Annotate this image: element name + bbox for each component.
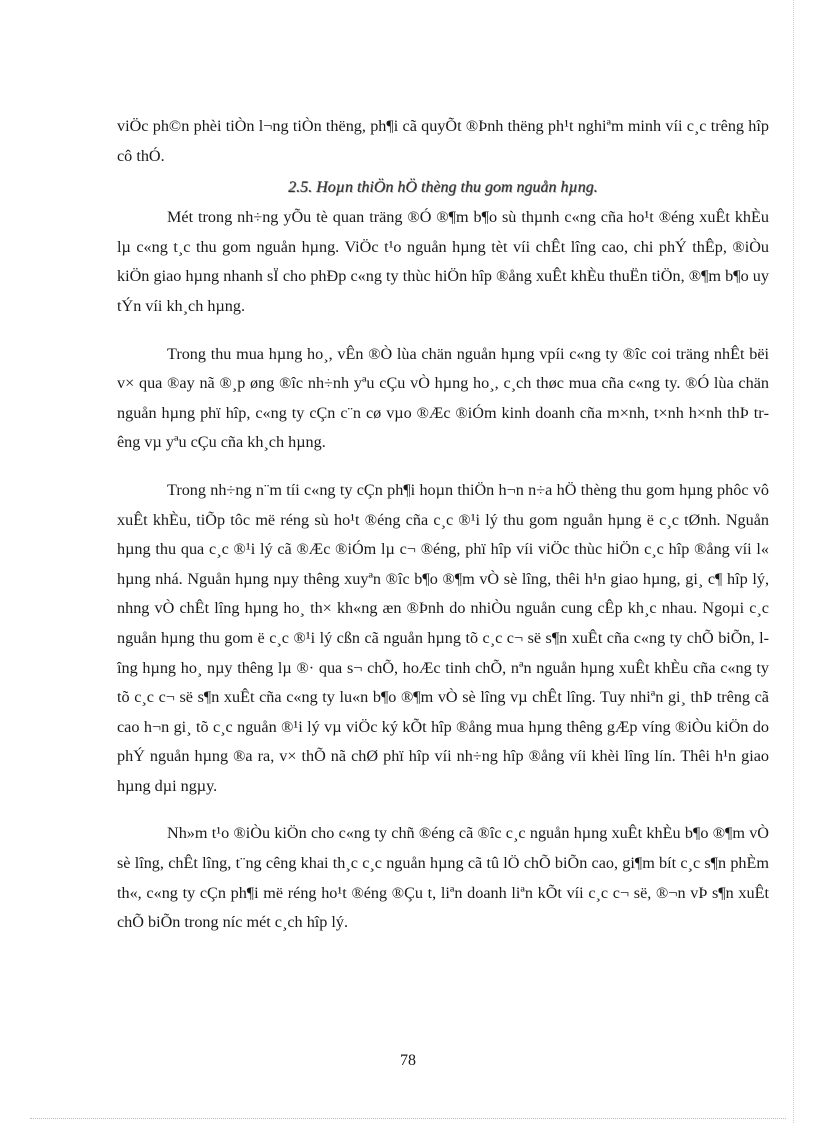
paragraph-3: Trong nh÷ng n¨m tíi c«ng ty cÇn ph¶i hoµn thiÖn h¬n n÷a hÖ thèng thu gom hµng phôc vô xuÊt khÈu, tiÕp tôc më réng sù ho¹t ®éng cña c¸c ®¹i lý thu gom nguån hµng ë c¸c tØnh. Nguån hµng thu qua c¸c ®¹i lý cã ®Æc ®iÓm lµ c¬ ®éng, phï hîp víi viÖc thùc hiÖn c¸c hîp ®ång víi l« hµng nhá. Nguån hµng nµy thêng xuyªn ®îc b¶o ®¶m vÒ sè lîng, thêi h¹n giao hµng, gi¸ c¶ hîp lý, nhng vÒ chÊt lîng hµng ho¸ th× kh«ng æn ®Þnh do nhiÒu nguån cung cÊp kh¸c nhau. Ngoµi c¸c nguån hµng thu gom ë c¸c ®¹i lý cßn cã nguån hµng tõ c¸c c¬ së s¶n xuÊt cña c«ng ty chÕ biÕn, lîng hµng ho¸ nµy thêng lµ ®· qua s¬ chÕ, hoÆc tinh chÕ, nªn nguån hµng xuÊt khÈu cña c«ng ty tõ c¸c c¬ së s¶n xuÊt cña c«ng ty lu«n b¶o ®¶m vÒ sè lîng vµ chÊt lîng. Tuy nhiªn gi¸ thÞ trêng cã cao h¬n gi¸ tõ c¸c nguån ®¹i lý vµ viÖc ký kÕt hîp ®ång mua hµng thêng gÆp víng ®iÒu kiÖn do phÝ nguån hµng ®a ra, v× thÕ nã chØ phï hîp víi nh÷ng hîp ®ång víi khèi lîng lín. Thêi h¹n giao hµng dµi ngµy. [117, 480, 769, 795]
intro-paragraph: viÖc ph©n phèi tiÒn l¬ng tiÒn thëng, ph¶i cã quyÕt ®Þnh thëng ph¹t nghiªm minh víi c¸c trêng hîp cô thÓ. [117, 117, 769, 165]
page-number: 78 [400, 1052, 416, 1069]
page-body [117, 112, 769, 938]
page-bottom-rule [30, 1118, 786, 1119]
section-heading: 2.5. Hoµn thiÖn hÖ thèng thu gom nguån hµng. [288, 179, 598, 197]
page-edge-rule [793, 0, 794, 1123]
paragraph-2: Trong thu mua hµng ho¸, vÊn ®Ò lùa chän nguån hµng vpíi c«ng ty ®îc coi träng nhÊt bëi v× qua ®ay nã ®¸p øng ®îc nh÷nh yªu cÇu vÒ hµng ho¸, c¸ch thøc mua cña c«ng ty. ®Ó lùa chän nguån hµng phï hîp, c«ng ty cÇn c¨n cø vµo ®Æc ®iÓm kinh doanh cña m×nh, t×nh h×nh thÞ trêng vµ yªu cÇu cña kh¸ch hµng. [117, 344, 769, 452]
paragraph-1: Mét trong nh÷ng yÕu tè quan träng ®Ó ®¶m b¶o sù thµnh c«ng cña ho¹t ®éng xuÊt khÈu lµ c«ng t¸c thu gom nguån hµng. ViÖc t¹o nguån hµng tèt víi chÊt lîng cao, chi phÝ thÊp, ®iÒu kiÖn giao hµng nhanh sÏ cho phÐp c«ng ty thùc hiÖn hîp ®ång xuÊt khÈu thuËn tiÖn, ®¶m b¶o uy tÝn víi kh¸ch hµng. [117, 208, 769, 315]
paragraph-4: Nh»m t¹o ®iÒu kiÖn cho c«ng ty chñ ®éng cã ®îc c¸c nguån hµng xuÊt khÈu b¶o ®¶m vÒ sè lîng, chÊt lîng, t¨ng cêng khai th¸c c¸c nguån hµng cã tû lÖ chÕ biÕn cao, gi¶m bít c¸c s¶n phÈm th«, c«ng ty cÇn ph¶i më réng ho¹t ®éng ®Çu t, liªn doanh liªn kÕt víi c¸c c¬ së, ®¬n vÞ s¶n xuÊt chÕ biÕn trong níc mét c¸ch hîp lý. [117, 824, 769, 932]
